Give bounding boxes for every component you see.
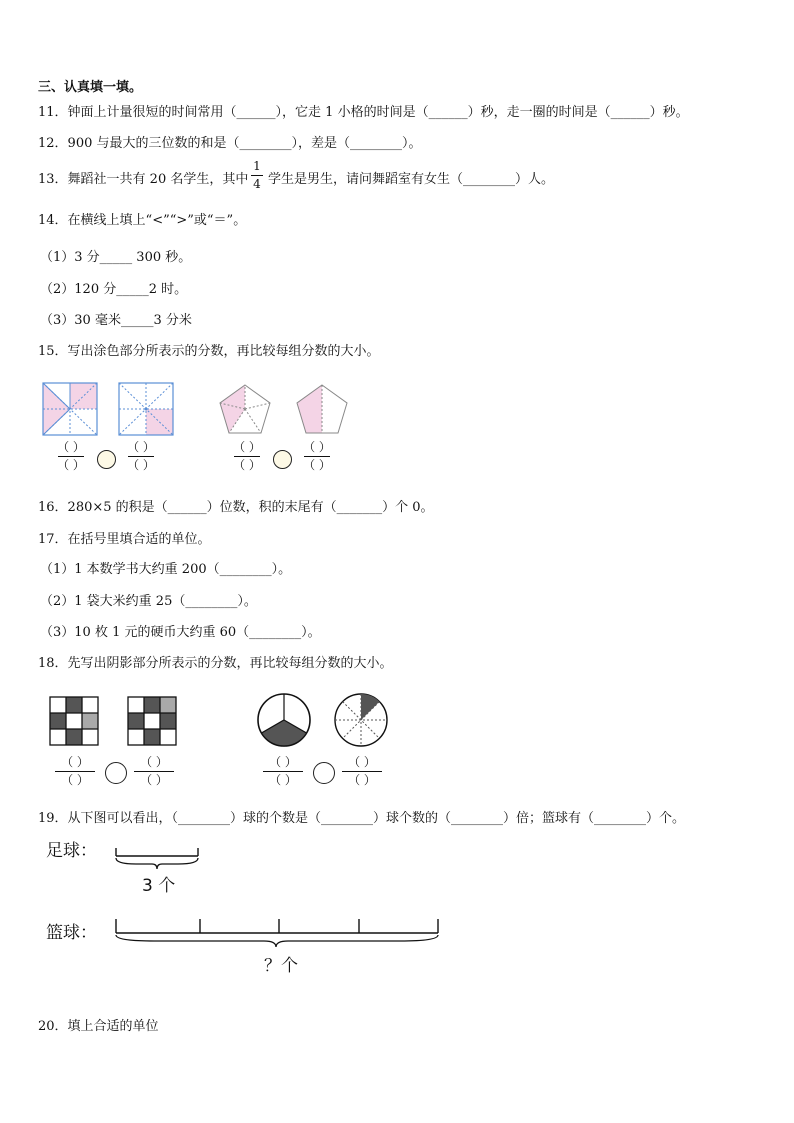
q15-pentagon-2 (297, 385, 347, 433)
football-count: 3 个 (142, 876, 176, 896)
basketball-count: ？个 (264, 956, 298, 976)
q18-fraction-4[interactable]: （ ） （ ） (340, 756, 384, 786)
football-label: 足球： (46, 841, 97, 861)
question-20: 20．填上合适的单位 (38, 1019, 159, 1034)
basketball-segment-diagram (114, 915, 444, 953)
fraction-denominator: 4 (253, 177, 261, 191)
question-17-item-2: （2）1 袋大米约重 25（________）。 (40, 594, 257, 609)
fraction-numerator: 1 (253, 159, 261, 173)
question-17-item-3: （3）10 枚 1 元的硬币大约重 60（________）。 (40, 625, 321, 640)
basketball-label: 篮球： (46, 923, 97, 943)
q18-circle-eighths (334, 693, 388, 747)
q18-grid-1 (50, 697, 98, 745)
q15-fraction-4[interactable]: （ ） （ ） (303, 440, 331, 472)
question-14-item-3: （3）30 毫米_____3 分米 (40, 313, 192, 328)
q18-fraction-3[interactable]: （ ） （ ） (261, 756, 305, 786)
q15-fraction-1[interactable]: （ ） （ ） (57, 440, 85, 472)
question-13-pre: 13．舞蹈社一共有 20 名学生，其中 (38, 172, 249, 187)
question-17-item-1: （1）1 本数学书大约重 200（________）。 (40, 562, 292, 577)
question-14-item-1: （1）3 分_____ 300 秒。 (40, 250, 192, 265)
q15-square-2 (119, 383, 173, 435)
question-15: 15．写出涂色部分所表示的分数，再比较每组分数的大小。 (38, 344, 380, 359)
question-12: 12．900 与最大的三位数的和是（________），差是（________）。 (38, 136, 422, 151)
q15-pentagon-1 (220, 385, 270, 433)
football-segment-diagram (114, 845, 202, 875)
question-14-item-2: （2）120 分_____2 时。 (40, 282, 188, 297)
q15-fraction-3[interactable]: （ ） （ ） (233, 440, 261, 472)
q18-fraction-2[interactable]: （ ） （ ） (132, 756, 176, 786)
q15-compare-circle-2[interactable] (273, 450, 292, 469)
q15-compare-circle-1[interactable] (97, 450, 116, 469)
question-13-fraction (249, 160, 265, 190)
q15-fraction-2[interactable]: （ ） （ ） (127, 440, 155, 472)
q18-compare-circle-1[interactable] (105, 762, 127, 784)
section-title: 三、认真填一填。 (38, 80, 143, 95)
q18-circle-thirds (257, 693, 311, 747)
q18-compare-circle-2[interactable] (313, 762, 335, 784)
question-11: 11．钟面上计量很短的时间常用（______），它走 1 小格的时间是（______）秒，走一圈的时间是（______）秒。 (38, 105, 689, 120)
q15-square-1 (43, 383, 97, 435)
question-17: 17．在括号里填合适的单位。 (38, 532, 211, 547)
question-19: 19．从下图可以看出，（________）球的个数是（________）球个数的（________）倍；篮球有（________）个。 (38, 811, 686, 826)
question-18: 18．先写出阴影部分所表示的分数，再比较每组分数的大小。 (38, 656, 393, 671)
q18-grid-2 (128, 697, 176, 745)
question-13-post: 学生是男生，请问舞蹈室有女生（________）人。 (268, 172, 555, 187)
question-14: 14．在横线上填上“<”“>”或“＝”。 (38, 213, 247, 228)
question-16: 16．280×5 的积是（______）位数，积的末尾有（_______）个 0。 (38, 500, 434, 515)
q18-fraction-1[interactable]: （ ） （ ） (53, 756, 97, 786)
